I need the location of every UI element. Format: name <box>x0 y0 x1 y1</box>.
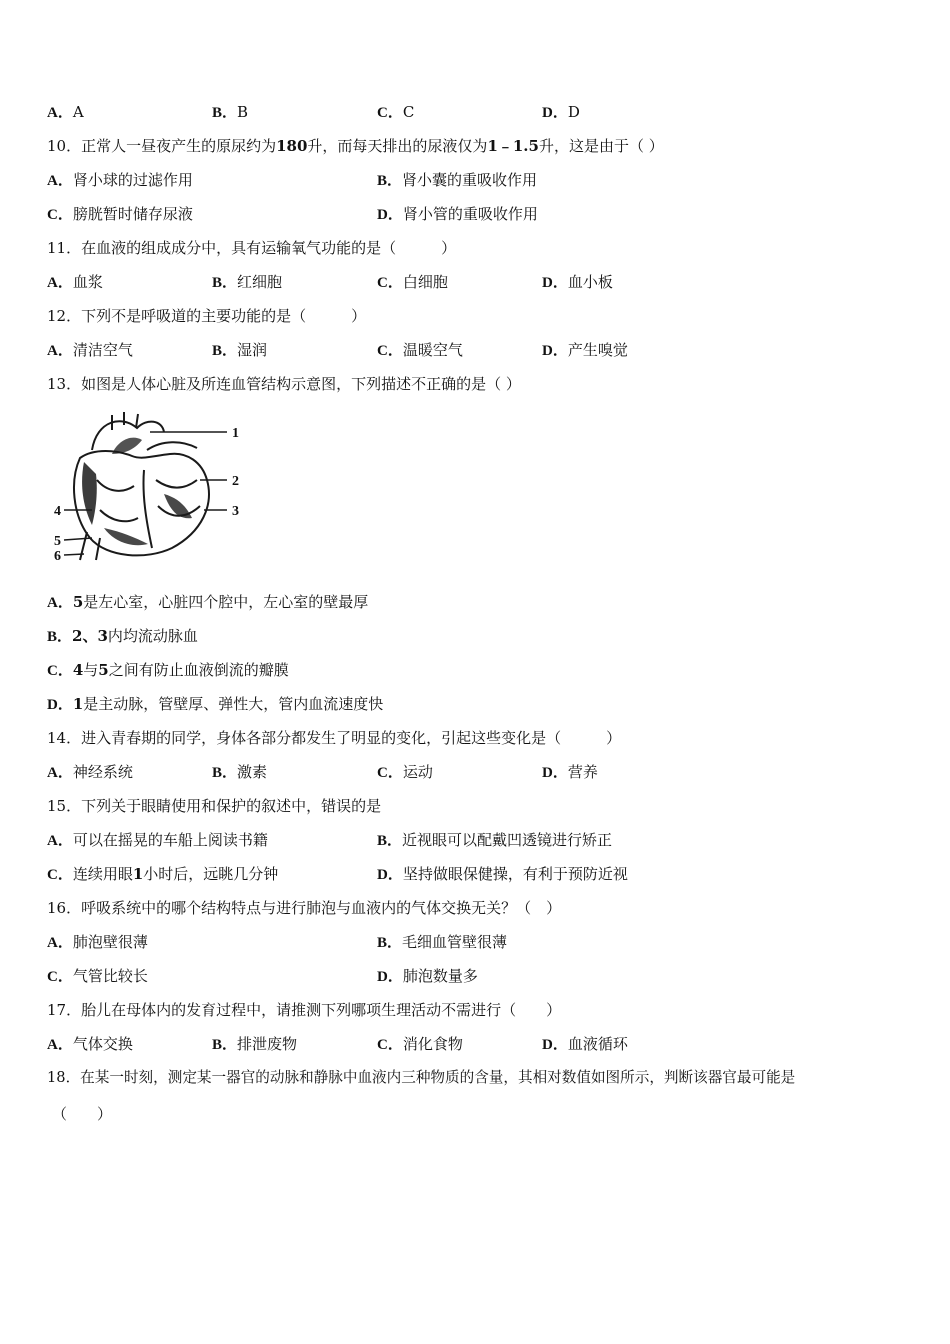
q17-option-b: B．排泄废物 <box>212 1035 298 1053</box>
q9-option-a: A．A <box>47 103 84 121</box>
q9-option-d: D．D <box>542 103 580 121</box>
q14-option-a: A．神经系统 <box>47 763 133 781</box>
q14-option-d: D．营养 <box>542 763 598 781</box>
q13-option-d: D．1是主动脉，管壁厚、弹性大，管内血流速度快 <box>47 695 384 713</box>
q12-option-b: B．湿润 <box>212 341 268 359</box>
q15-option-c: C．连续用眼1小时后，远眺几分钟 <box>47 865 279 883</box>
q10-option-b: B．肾小囊的重吸收作用 <box>377 171 538 189</box>
q13-option-b: B．2、3内均流动脉血 <box>47 627 198 645</box>
q15-stem: 15．下列关于眼睛使用和保护的叙述中，错误的是 <box>47 797 382 815</box>
q10-option-a: A．肾小球的过滤作用 <box>47 171 193 189</box>
heart-diagram <box>52 410 252 570</box>
q10-option-c: C．膀胱暂时储存尿液 <box>47 205 193 223</box>
q13-option-a: A．5是左心室，心脏四个腔中，左心室的壁最厚 <box>47 593 369 611</box>
figure-label-3: 3 <box>232 504 239 519</box>
q18-stem: 18．在某一时刻，测定某一器官的动脉和静脉中血液内三种物质的含量，其相对数值如图所示，判断该器官最可能是 <box>47 1069 796 1086</box>
q15-option-b: B．近视眼可以配戴凹透镜进行矫正 <box>377 831 613 849</box>
q13-option-c: C．4与5之间有防止血液倒流的瓣膜 <box>47 661 289 679</box>
q12-option-d: D．产生嗅觉 <box>542 341 628 359</box>
q13-stem: 13．如图是人体心脏及所连血管结构示意图，下列描述不正确的是（ ） <box>47 375 521 393</box>
q11-stem: 11．在血液的组成成分中，具有运输氧气功能的是（ ） <box>47 239 457 257</box>
q16-option-d: D．肺泡数量多 <box>377 967 478 985</box>
figure-label-2: 2 <box>232 474 239 489</box>
q11-option-b: B．红细胞 <box>212 273 283 291</box>
q15-option-a: A．可以在摇晃的车船上阅读书籍 <box>47 831 268 849</box>
q14-option-b: B．激素 <box>212 763 268 781</box>
q10-option-d: D．肾小管的重吸收作用 <box>377 205 538 223</box>
q18-stem-continued: （ ） <box>52 1105 113 1123</box>
q16-option-b: B．毛细血管壁很薄 <box>377 933 508 951</box>
q14-stem: 14．进入青春期的同学，身体各部分都发生了明显的变化，引起这些变化是（ ） <box>47 729 622 747</box>
q17-option-c: C．消化食物 <box>377 1035 463 1053</box>
q12-option-c: C．温暖空气 <box>377 341 463 359</box>
q14-option-c: C．运动 <box>377 763 433 781</box>
q17-stem: 17．胎儿在母体内的发育过程中，请推测下列哪项生理活动不需进行（ ） <box>47 1001 562 1019</box>
figure-label-6: 6 <box>54 549 61 564</box>
q11-option-d: D．血小板 <box>542 273 613 291</box>
q17-option-d: D．血液循环 <box>542 1035 628 1053</box>
figure-label-5: 5 <box>54 534 61 549</box>
figure-label-4: 4 <box>54 504 61 519</box>
q15-option-d: D．坚持做眼保健操，有利于预防近视 <box>377 865 628 883</box>
q16-option-c: C．气管比较长 <box>47 967 148 985</box>
q9-option-c: C．C <box>377 103 415 121</box>
figure-label-1: 1 <box>232 426 239 441</box>
q9-option-b: B．B <box>212 103 249 121</box>
q11-option-a: A．血浆 <box>47 273 103 291</box>
q12-stem: 12．下列不是呼吸道的主要功能的是（ ） <box>47 307 367 325</box>
q12-option-a: A．清洁空气 <box>47 341 133 359</box>
q16-stem: 16．呼吸系统中的哪个结构特点与进行肺泡与血液内的气体交换无关？（ ） <box>47 899 562 917</box>
q16-option-a: A．肺泡壁很薄 <box>47 933 148 951</box>
q11-option-c: C．白细胞 <box>377 273 448 291</box>
q10-stem: 10．正常人一昼夜产生的原尿约为180升，而每天排出的尿液仅为1﹣1.5升，这是由于（ ） <box>47 137 664 155</box>
q17-option-a: A．气体交换 <box>47 1035 133 1053</box>
